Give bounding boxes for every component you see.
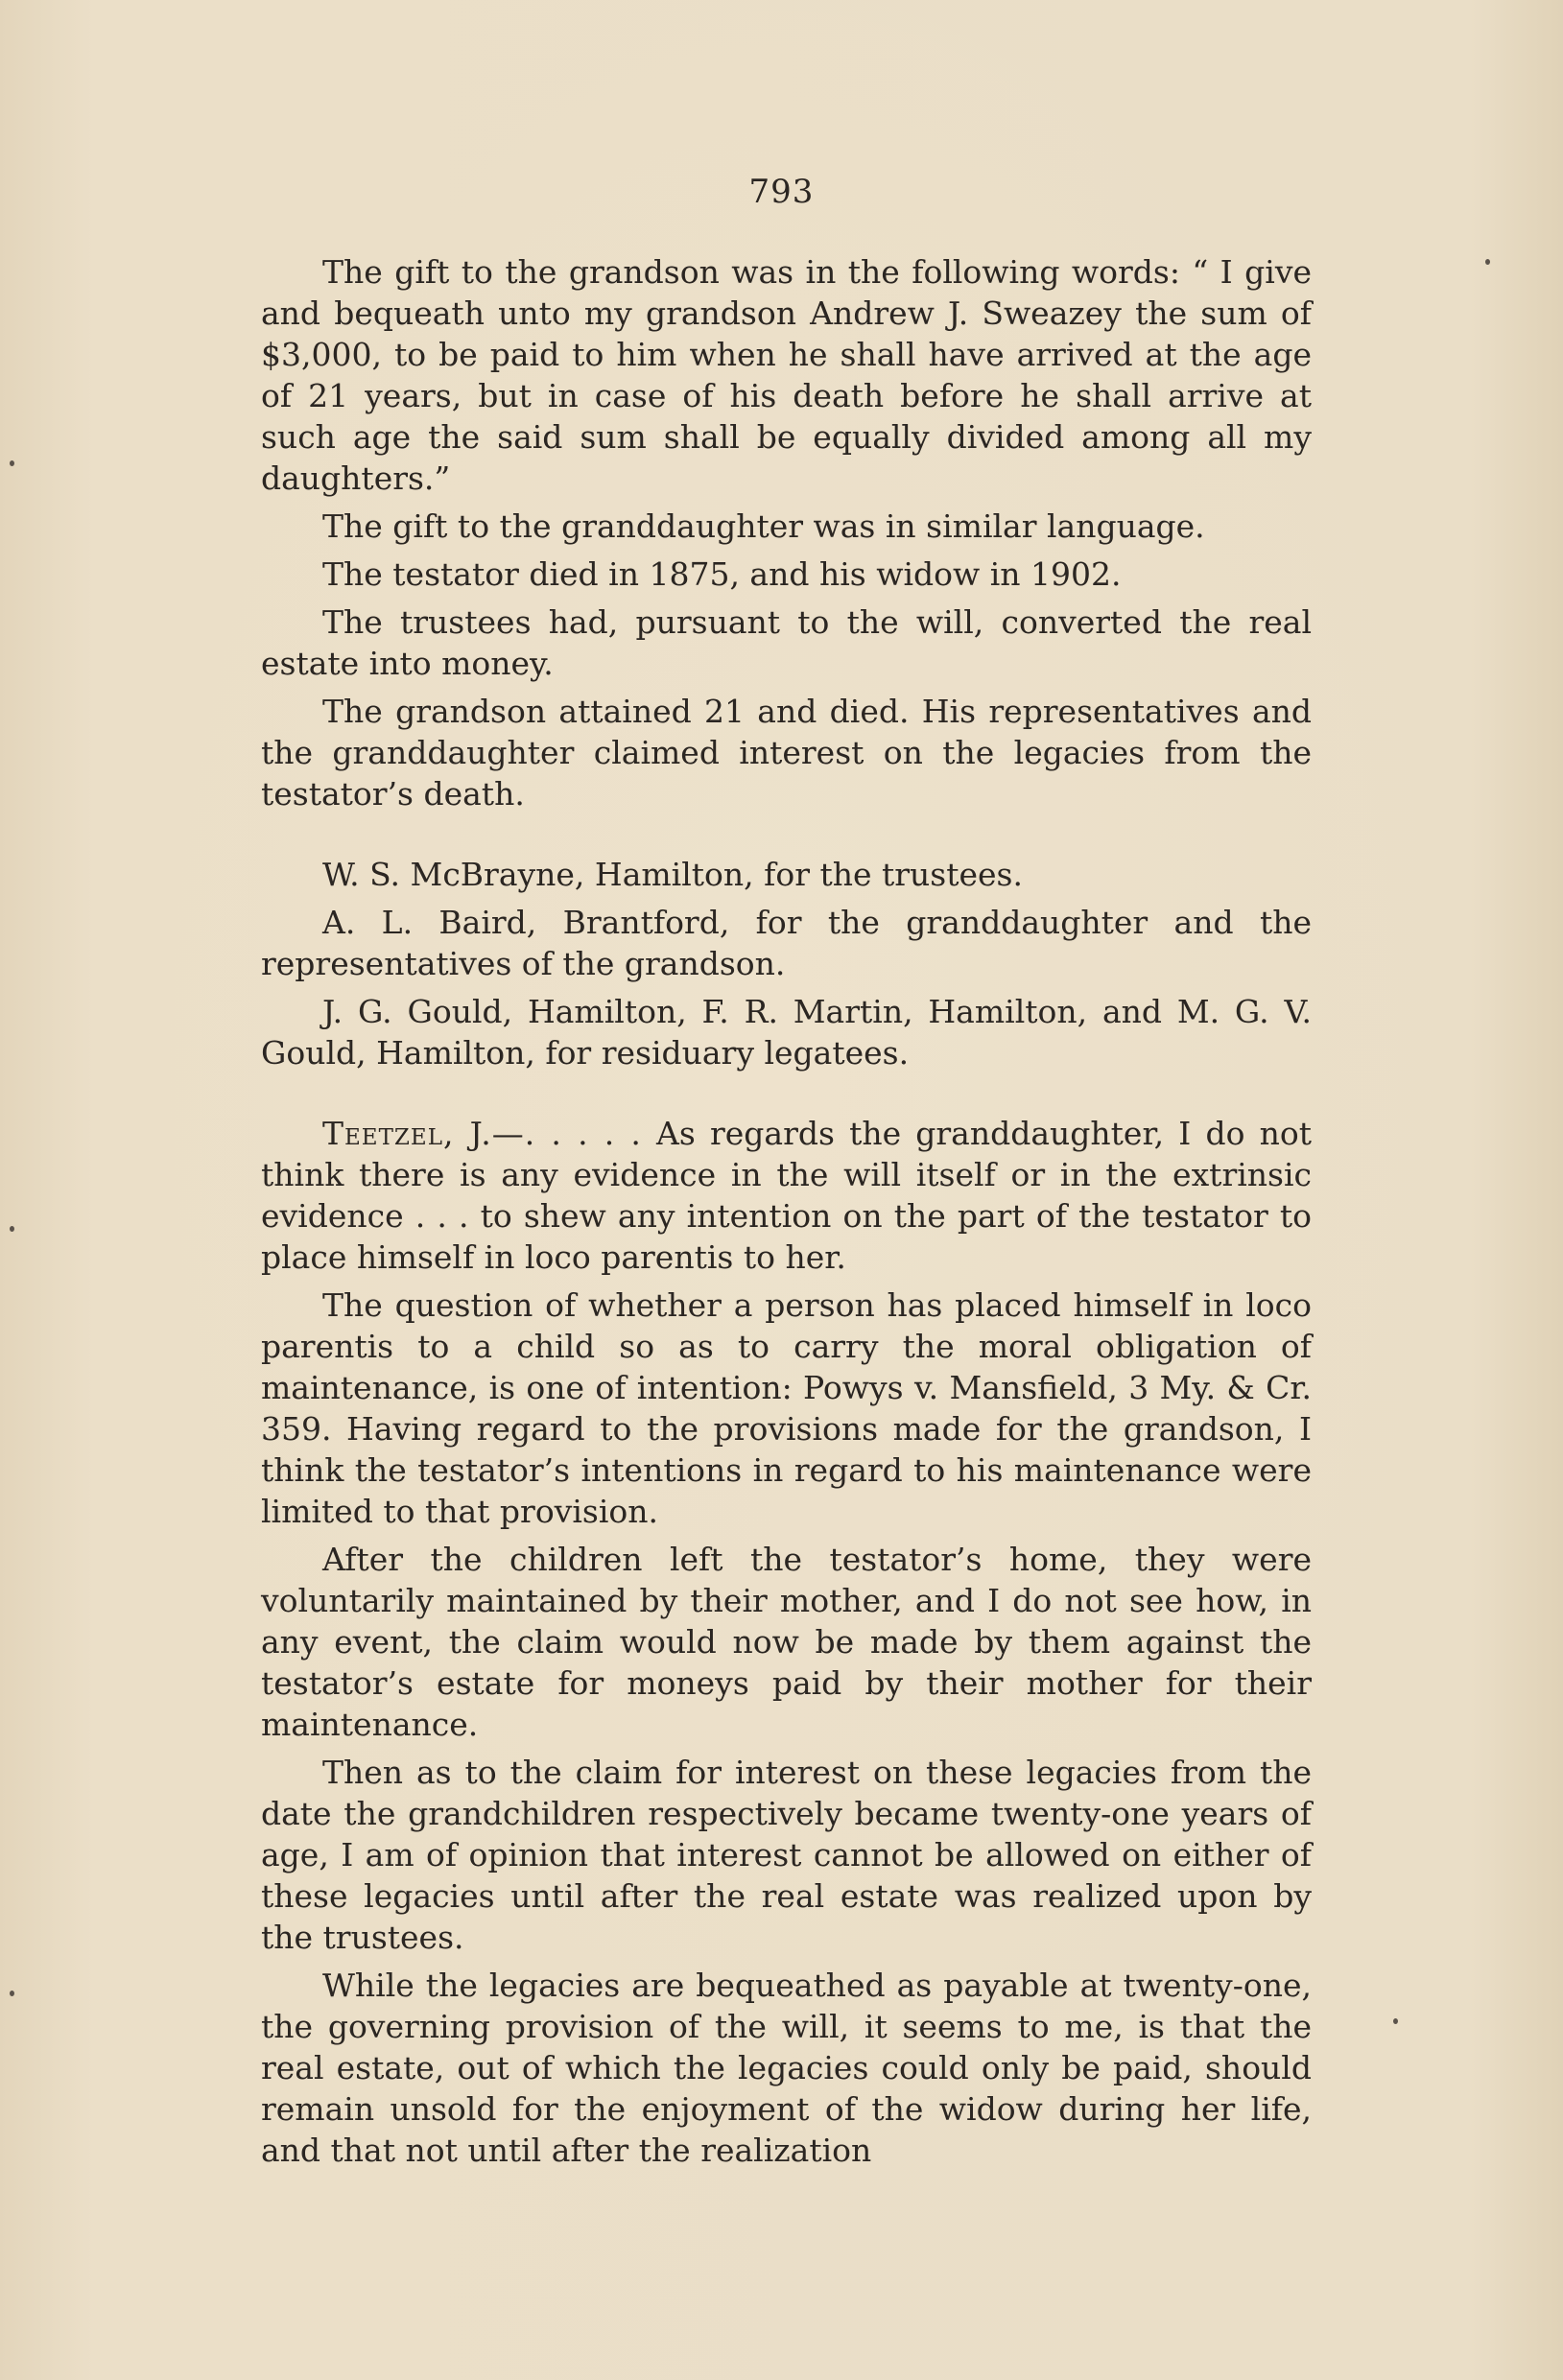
counsel-residuary-legatees: J. G. Gould, Hamilton, F. R. Martin, Hamilton, and M. G. V. Gould, Hamilton, for residuary legatees.: [261, 993, 1312, 1072]
paper-speck: [1393, 2018, 1398, 2024]
counsel-trustees: W. S. McBrayne, Hamilton, for the trustees.: [322, 856, 1023, 893]
paragraph-testator-death: The testator died in 1875, and his widow in 1902.: [322, 555, 1122, 593]
judgment-opening-text: As regards the granddaughter, I do not think there is any evidence in the will itself or in the extrinsic evidence . . . to shew any intention on the part of the testator to place himself in loco parentis to her.: [261, 1115, 1312, 1276]
paragraph-gift-to-grandson: The gift to the grandson was in the following words: “ I give and bequeath unto my grandson Andrew J. Sweazey the sum of $3,000, to be paid to him when he shall have arrived at the age of 21 years, but in case of his death before he shall arrive at such age the said sum shall be equally divided among all my daughters.”: [261, 253, 1312, 497]
paragraph-gift-to-granddaughter: The gift to the granddaughter was in similar language.: [322, 507, 1205, 545]
paragraph-governing-provision: While the legacies are bequeathed as payable at twenty-one, the governing provision of the will, it seems to me, is that the real estate, out of which the legacies could only be paid, should remain unsold for the enjoyment of the widow during her life, and that not until after the realization: [261, 1967, 1312, 2169]
paper-speck: [1485, 259, 1490, 265]
judge-name: Teetzel, J.—. . . . .: [322, 1115, 642, 1152]
paragraph-maintenance: After the children left the testator’s home, they were voluntarily maintained by their mother, and I do not see how, in any event, the claim would now be made by them against the testator’s estate for moneys paid by their mother for their maintenance.: [261, 1541, 1312, 1743]
paper-speck: [10, 1226, 14, 1232]
judgment-opening: [261, 1113, 1312, 1278]
paragraph-trustees-conversion: The trustees had, pursuant to the will, converted the real estate into money.: [261, 603, 1312, 682]
paragraph-interest-claim: Then as to the claim for interest on these legacies from the date the grandchildren respectively became twenty-one years of age, I am of opinion that interest cannot be allowed on either of these legacies until after the real estate was realized upon by the trustees.: [261, 1754, 1312, 1956]
document-body: [261, 251, 1312, 2178]
paper-speck: [10, 460, 14, 466]
page-number: 793: [748, 173, 815, 211]
counsel-granddaughter: A. L. Baird, Brantford, for the granddaughter and the representatives of the grandson.: [261, 904, 1312, 982]
paragraph-grandson-claim: The grandson attained 21 and died. His representatives and the granddaughter claimed interest on the legacies from the testator’s death.: [261, 693, 1312, 813]
paragraph-loco-parentis: The question of whether a person has placed himself in loco parentis to a child so as to carry the moral obligation of maintenance, is one of intention: Powys v. Mansfield, 3 My. & Cr. 359. Having regard to the provisions made for the grandson, I think the testator’s intentions in regard to his maintenance were limited to that provision.: [261, 1286, 1312, 1530]
paper-speck: [10, 1991, 14, 1996]
